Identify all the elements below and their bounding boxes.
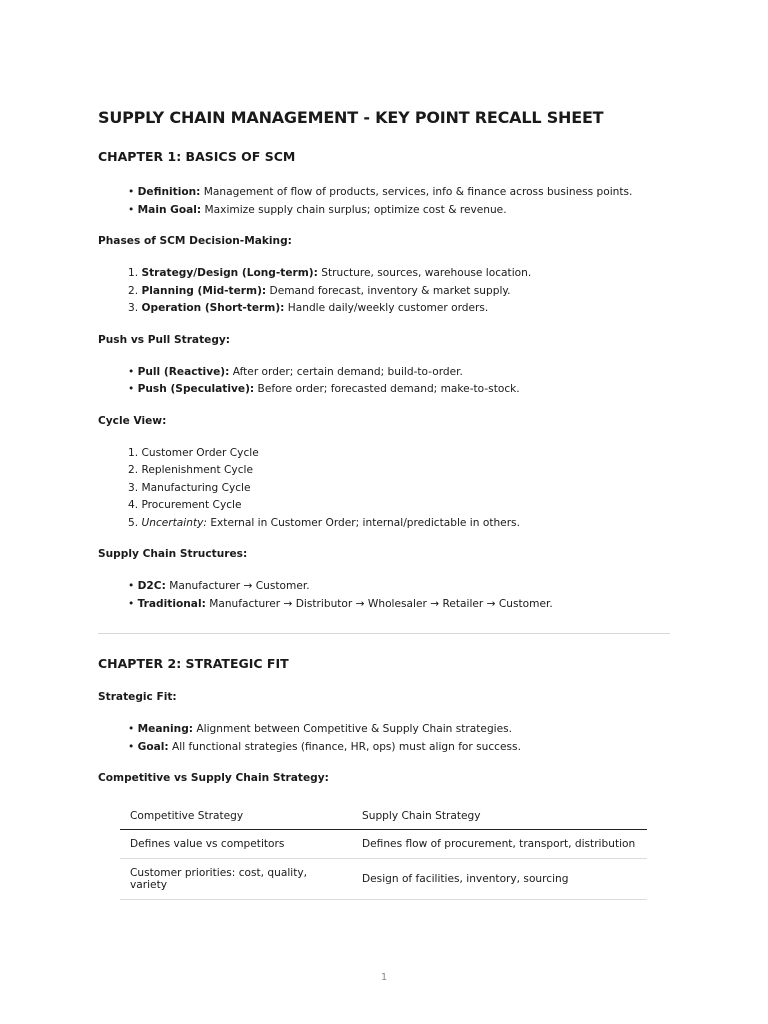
section-divider	[98, 633, 670, 634]
push-pull-heading: Push vs Pull Strategy:	[98, 333, 231, 346]
number-marker: 1.	[128, 446, 139, 459]
bullet-marker: •	[128, 723, 135, 735]
term-label: Operation (Short-term):	[141, 302, 285, 314]
phases-list	[128, 265, 670, 318]
document-page	[98, 108, 670, 900]
number-marker: 2.	[128, 284, 139, 297]
chapter-1-heading: CHAPTER 1: BASICS OF SCM	[98, 149, 296, 164]
list-item	[128, 721, 670, 739]
bullet-marker: •	[128, 740, 135, 753]
list-item	[128, 462, 670, 480]
term-label: Push (Speculative):	[137, 383, 255, 395]
list-item	[128, 480, 670, 498]
table-cell: Defines flow of procurement, transport, distribution	[352, 830, 647, 859]
item-text: After order; certain demand; build-to-order.	[232, 365, 463, 378]
item-text: Structure, sources, warehouse location.	[321, 267, 532, 279]
term-label: Main Goal:	[137, 203, 202, 216]
bullet-marker: •	[128, 383, 135, 395]
chapter-2-heading: CHAPTER 2: STRATEGIC FIT	[98, 656, 289, 671]
phases-heading: Phases of SCM Decision-Making:	[98, 235, 292, 247]
number-marker: 3.	[128, 302, 139, 314]
table-row	[120, 830, 647, 859]
bullet-marker: •	[128, 203, 135, 216]
list-item	[128, 265, 670, 283]
item-text: Manufacturer → Distributor → Wholesaler → Retailer → Customer.	[209, 597, 553, 610]
item-text: Replenishment Cycle	[141, 464, 253, 476]
strategic-fit-heading: Strategic Fit:	[98, 691, 177, 703]
item-text: Manufacturer → Customer.	[169, 580, 310, 592]
list-item	[128, 202, 670, 220]
item-text: Handle daily/weekly customer orders.	[287, 302, 489, 314]
number-marker: 1.	[128, 267, 139, 279]
list-item	[128, 578, 670, 596]
term-label: D2C:	[137, 580, 166, 592]
item-text: Maximize supply chain surplus; optimize cost & revenue.	[204, 203, 507, 216]
bullet-marker: •	[128, 580, 135, 592]
push-pull-list	[128, 364, 670, 399]
list-item	[128, 445, 670, 463]
term-label: Definition:	[137, 186, 201, 198]
cycle-view-heading: Cycle View:	[98, 414, 167, 427]
item-text: Procurement Cycle	[141, 499, 242, 511]
number-marker: 3.	[128, 481, 139, 494]
list-item	[128, 497, 670, 515]
item-text: All functional strategies (finance, HR, ops) must align for success.	[172, 740, 521, 753]
item-text: Customer Order Cycle	[141, 446, 259, 459]
number-marker: 5.	[128, 516, 139, 529]
list-item	[128, 739, 670, 757]
strategic-fit-list	[128, 721, 670, 756]
comparison-table	[120, 802, 647, 900]
item-text: Before order; forecasted demand; make-to-stock.	[257, 383, 520, 395]
term-label: Uncertainty:	[141, 516, 207, 529]
term-label: Traditional:	[137, 597, 206, 610]
term-label: Goal:	[137, 740, 169, 753]
document-title: SUPPLY CHAIN MANAGEMENT - KEY POINT RECALL SHEET	[98, 108, 604, 127]
bullet-marker: •	[128, 597, 135, 610]
item-text: Demand forecast, inventory & market supply.	[269, 284, 511, 297]
table-header-row	[120, 802, 647, 830]
table-cell: Design of facilities, inventory, sourcing	[352, 859, 647, 900]
list-item	[128, 515, 670, 533]
table-cell: Customer priorities: cost, quality, variety	[120, 859, 352, 900]
bullet-marker: •	[128, 186, 135, 198]
item-text: External in Customer Order; internal/predictable in others.	[210, 516, 520, 529]
item-text: Management of flow of products, services, info & finance across business points.	[203, 186, 633, 198]
number-marker: 4.	[128, 499, 139, 511]
bullet-marker: •	[128, 365, 135, 378]
term-label: Strategy/Design (Long-term):	[141, 267, 318, 279]
structures-list	[128, 578, 670, 613]
term-label: Meaning:	[137, 723, 194, 735]
column-header: Supply Chain Strategy	[352, 802, 647, 830]
list-item	[128, 283, 670, 301]
cycle-view-list	[128, 445, 670, 533]
term-label: Planning (Mid-term):	[141, 284, 267, 297]
list-item	[128, 381, 670, 399]
term-label: Pull (Reactive):	[137, 365, 230, 378]
table-row	[120, 859, 647, 900]
table-cell: Defines value vs competitors	[120, 830, 352, 859]
chapter-1-intro-list	[128, 184, 670, 219]
list-item	[128, 596, 670, 614]
list-item	[128, 300, 670, 318]
structures-heading: Supply Chain Structures:	[98, 548, 248, 560]
column-header: Competitive Strategy	[120, 802, 352, 830]
comparison-heading: Competitive vs Supply Chain Strategy:	[98, 772, 329, 784]
item-text: Manufacturing Cycle	[141, 481, 251, 494]
list-item	[128, 364, 670, 382]
number-marker: 2.	[128, 464, 139, 476]
item-text: Alignment between Competitive & Supply Chain strategies.	[196, 723, 513, 735]
page-number: 1	[380, 972, 388, 983]
list-item	[128, 184, 670, 202]
